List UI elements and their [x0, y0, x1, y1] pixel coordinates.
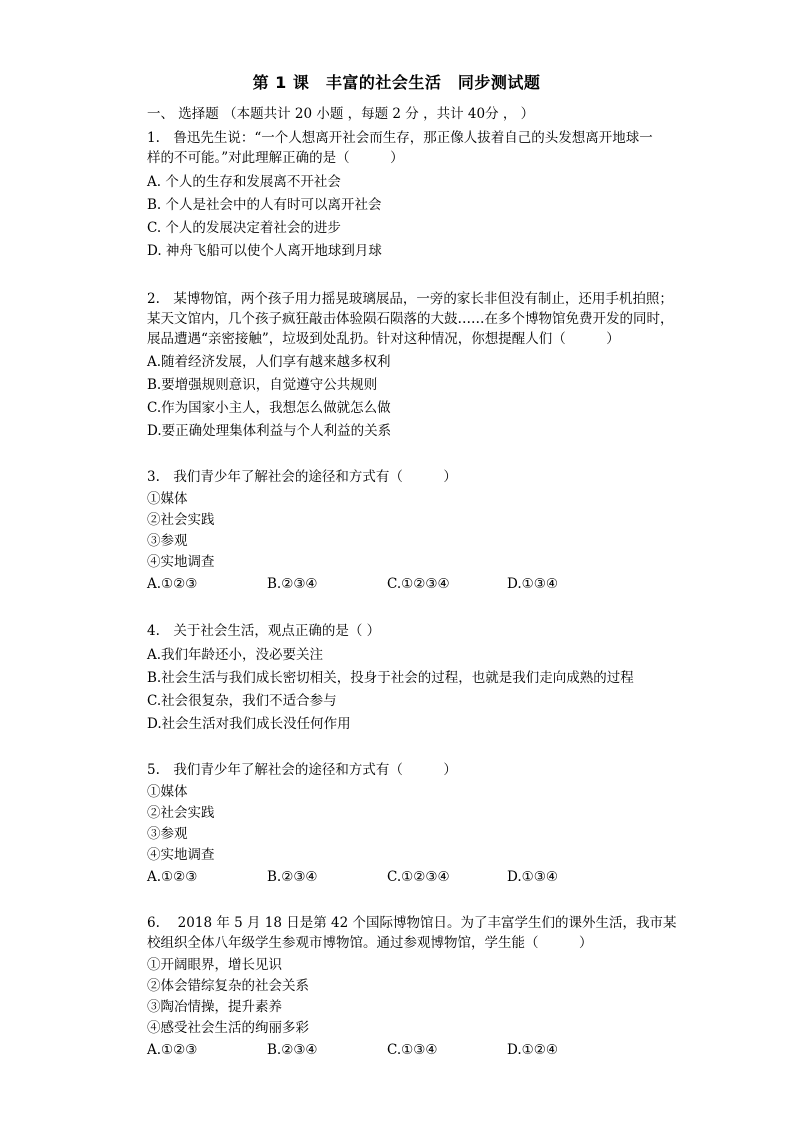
q3-choice-c: C.①②③④	[387, 576, 450, 592]
q1-stem-line1: 1. 鲁迅先生说：“一个人想离开社会而生存，那正像人拔着自己的头发想离开地球一	[147, 130, 653, 146]
q1-option-d: D. 神舟飞船可以使个人离开地球到月球	[147, 243, 382, 259]
q6-item-3: ③陶冶情操，提升素养	[147, 999, 282, 1015]
q5-item-3: ③参观	[147, 826, 188, 842]
q6-item-2: ②体会错综复杂的社会关系	[147, 978, 309, 994]
q3-choice-d: D.①③④	[507, 576, 558, 592]
q6-choices	[147, 1042, 627, 1058]
q6-stem-line2: 校组织全体八年级学生参观市博物馆。通过参观博物馆，学生能（ ）	[147, 935, 593, 951]
q4-option-c: C.社会很复杂，我们不适合参与	[147, 693, 337, 709]
q5-item-2: ②社会实践	[147, 805, 215, 821]
q5-choices	[147, 869, 627, 885]
q1-option-c: C. 个人的发展决定着社会的进步	[147, 220, 341, 236]
page-title: 第 1 课 丰富的社会生活 同步测试题	[252, 73, 541, 92]
q1-option-b: B. 个人是社会中的人有时可以离开社会	[147, 197, 382, 213]
q5-item-1: ①媒体	[147, 784, 188, 800]
q2-option-a: A.随着经济发展，人们享有越来越多权利	[147, 354, 391, 370]
q1-option-a: A. 个人的生存和发展离不开社会	[147, 174, 341, 190]
q6-choice-b: B.②③④	[267, 1042, 318, 1058]
q3-stem: 3. 我们青少年了解社会的途径和方式有（ ）	[147, 469, 457, 485]
q3-item-4: ④实地调查	[147, 554, 215, 570]
q5-choice-c: C.①②③④	[387, 869, 450, 885]
q2-stem-line2: 某天文馆内，几个孩子疯狂敲击体验陨石陨落的大鼓……在多个博物馆免费开发的同时，	[147, 311, 674, 327]
q1-stem-line2: 样的不可能。”对此理解正确的是（ ）	[147, 150, 404, 166]
q4-stem: 4. 关于社会生活，观点正确的是（ ）	[147, 623, 381, 639]
q3-item-3: ③参观	[147, 533, 188, 549]
q4-option-b: B.社会生活与我们成长密切相关，投身于社会的过程，也就是我们走向成熟的过程	[147, 670, 634, 686]
q2-option-c: C.作为国家小主人，我想怎么做就怎么做	[147, 400, 391, 416]
q5-choice-b: B.②③④	[267, 869, 318, 885]
q5-stem: 5. 我们青少年了解社会的途径和方式有（ ）	[147, 762, 457, 778]
q6-choice-d: D.①②④	[507, 1042, 558, 1058]
q3-choices	[147, 576, 627, 592]
q3-choice-b: B.②③④	[267, 576, 318, 592]
q6-item-1: ①开阔眼界，增长见识	[147, 957, 282, 973]
q6-item-4: ④感受社会生活的绚丽多彩	[147, 1020, 309, 1036]
q3-item-2: ②社会实践	[147, 512, 215, 528]
q5-choice-d: D.①③④	[507, 869, 558, 885]
q3-choice-a: A.①②③	[147, 576, 198, 592]
q4-option-d: D.社会生活对我们成长没任何作用	[147, 716, 351, 732]
q6-choice-a: A.①②③	[147, 1042, 198, 1058]
q6-choice-c: C.①③④	[387, 1042, 438, 1058]
q5-item-4: ④实地调查	[147, 847, 215, 863]
q6-stem-line1: 6. 2018 年 5 月 18 日是第 42 个国际博物馆日。为了丰富学生们的课外生活，我市某	[147, 915, 677, 931]
q4-option-a: A.我们年龄还小，没必要关注	[147, 647, 324, 663]
q3-item-1: ①媒体	[147, 491, 188, 507]
q2-stem-line3: 展品遭遇“亲密接触”，垃圾到处乱扔。针对这种情况，你想提醒人们（ ）	[147, 331, 620, 347]
q2-option-d: D.要正确处理集体利益与个人利益的关系	[147, 423, 392, 439]
q2-option-b: B.要增强规则意识，自觉遵守公共规则	[147, 377, 378, 393]
section-heading: 一、 选择题 （本题共计 20 小题 ，每题 2 分 ，共计 40分 ， ）	[147, 106, 535, 122]
q5-choice-a: A.①②③	[147, 869, 198, 885]
q2-stem-line1: 2. 某博物馆，两个孩子用力摇晃玻璃展品，一旁的家长非但没有制止，还用手机拍照；	[147, 291, 673, 307]
